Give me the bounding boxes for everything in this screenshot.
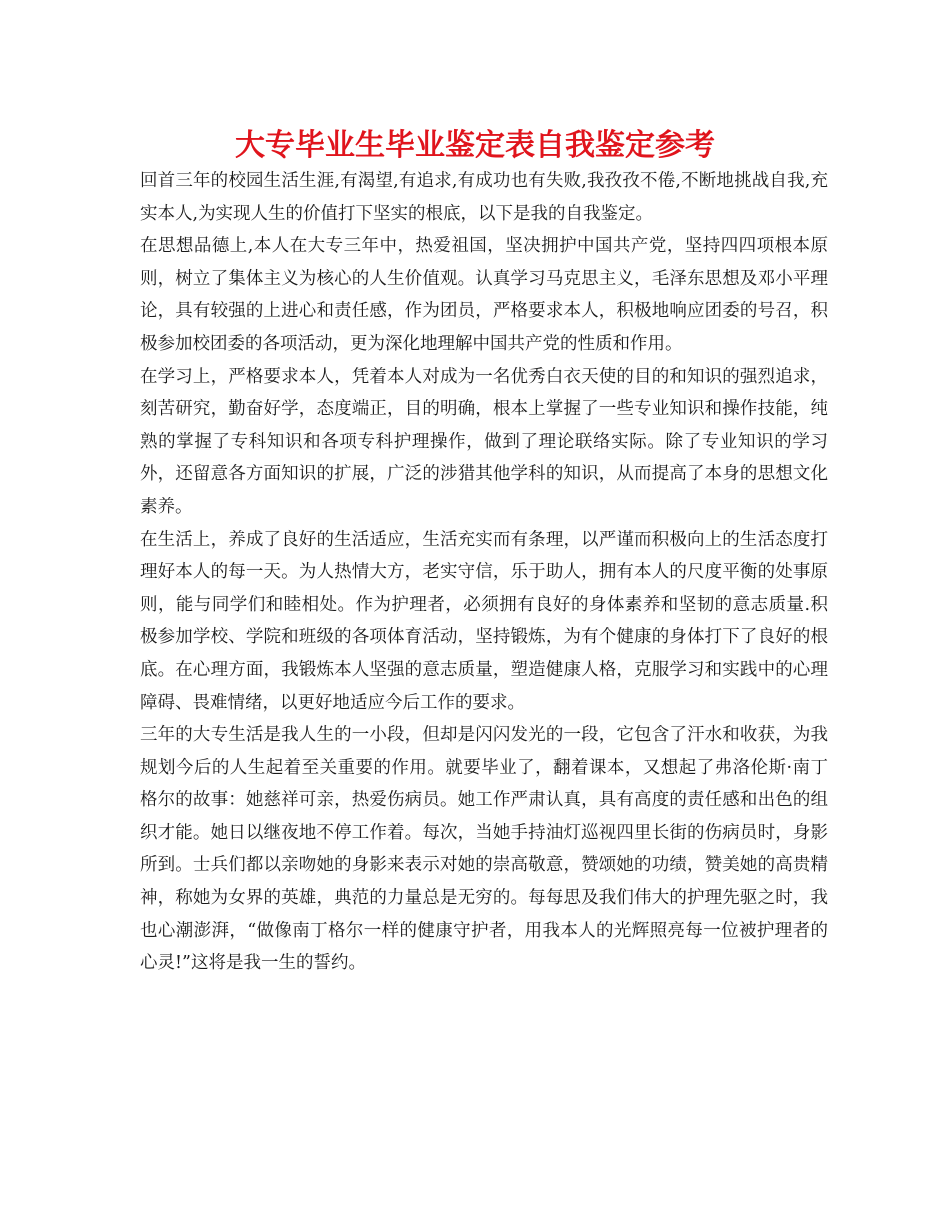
paragraph-ideology: 在思想品德上,本人在大专三年中，热爱祖国，坚决拥护中国共产党，坚持四四项根本原则，树立了集体主义为核心的人生价值观。认真学习马克思主义，毛泽东思想及邓小平理论，具有较强的上进心和责任感，作为团员，严格要求本人，积极地响应团委的号召，积极参加校团委的各项活动，更为深化地理解中国共产党的性质和作用。 [140,236,828,354]
document-title: 大专毕业生毕业鉴定表自我鉴定参考 [235,128,715,163]
paragraph-intro: 回首三年的校园生活生涯,有渴望,有追求,有成功也有失败,我孜孜不倦,不断地挑战自我,充实本人,为实现人生的价值打下坚实的根底，以下是我的自我鉴定。 [140,171,828,224]
paragraph-life: 在生活上，养成了良好的生活适应，生活充实而有条理，以严谨而积极向上的生活态度打理好本人的每一天。为人热情大方，老实守信，乐于助人，拥有本人的尺度平衡的处事原则，能与同学们和睦相处。作为护理者，必须拥有良好的身体素养和坚韧的意志质量.积极参加学校、学院和班级的各项体育活动，坚持锻炼，为有个健康的身体打下了良好的根底。在心理方面，我锻炼本人坚强的意志质量，塑造健康人格，克服学习和实践中的心理障碍、畏难情绪，以更好地适应今后工作的要求。 [140,529,828,713]
paragraph-study: 在学习上，严格要求本人，凭着本人对成为一名优秀白衣天使的目的和知识的强烈追求，刻苦研究，勤奋好学，态度端正，目的明确，根本上掌握了一些专业知识和操作技能，纯熟的掌握了专科知识和各项专科护理操作，做到了理论联络实际。除了专业知识的学习外，还留意各方面知识的扩展，广泛的涉猎其他学科的知识，从而提高了本身的思想文化素养。 [140,366,828,517]
document-body [140,165,828,980]
paragraph-conclusion: 三年的大专生活是我人生的一小段，但却是闪闪发光的一段，它包含了汗水和收获，为我规划今后的人生起着至关重要的作用。就要毕业了，翻着课本，又想起了弗洛伦斯·南丁格尔的故事：她慈祥可亲，热爱伤病员。她工作严肃认真，具有高度的责任感和出色的组织才能。她日以继夜地不停工作着。每次，当她手持油灯巡视四里长街的伤病员时，身影所到。士兵们都以亲吻她的身影来表示对她的崇高敬意，赞颂她的功绩，赞美她的高贵精神，称她为女界的英雄，典范的力量总是无穷的。每每思及我们伟大的护理先驱之时，我也心潮澎湃，“做像南丁格尔一样的健康守护者，用我本人的光辉照亮每一位被护理者的心灵!”这将是我一生的誓约。 [140,725,828,974]
